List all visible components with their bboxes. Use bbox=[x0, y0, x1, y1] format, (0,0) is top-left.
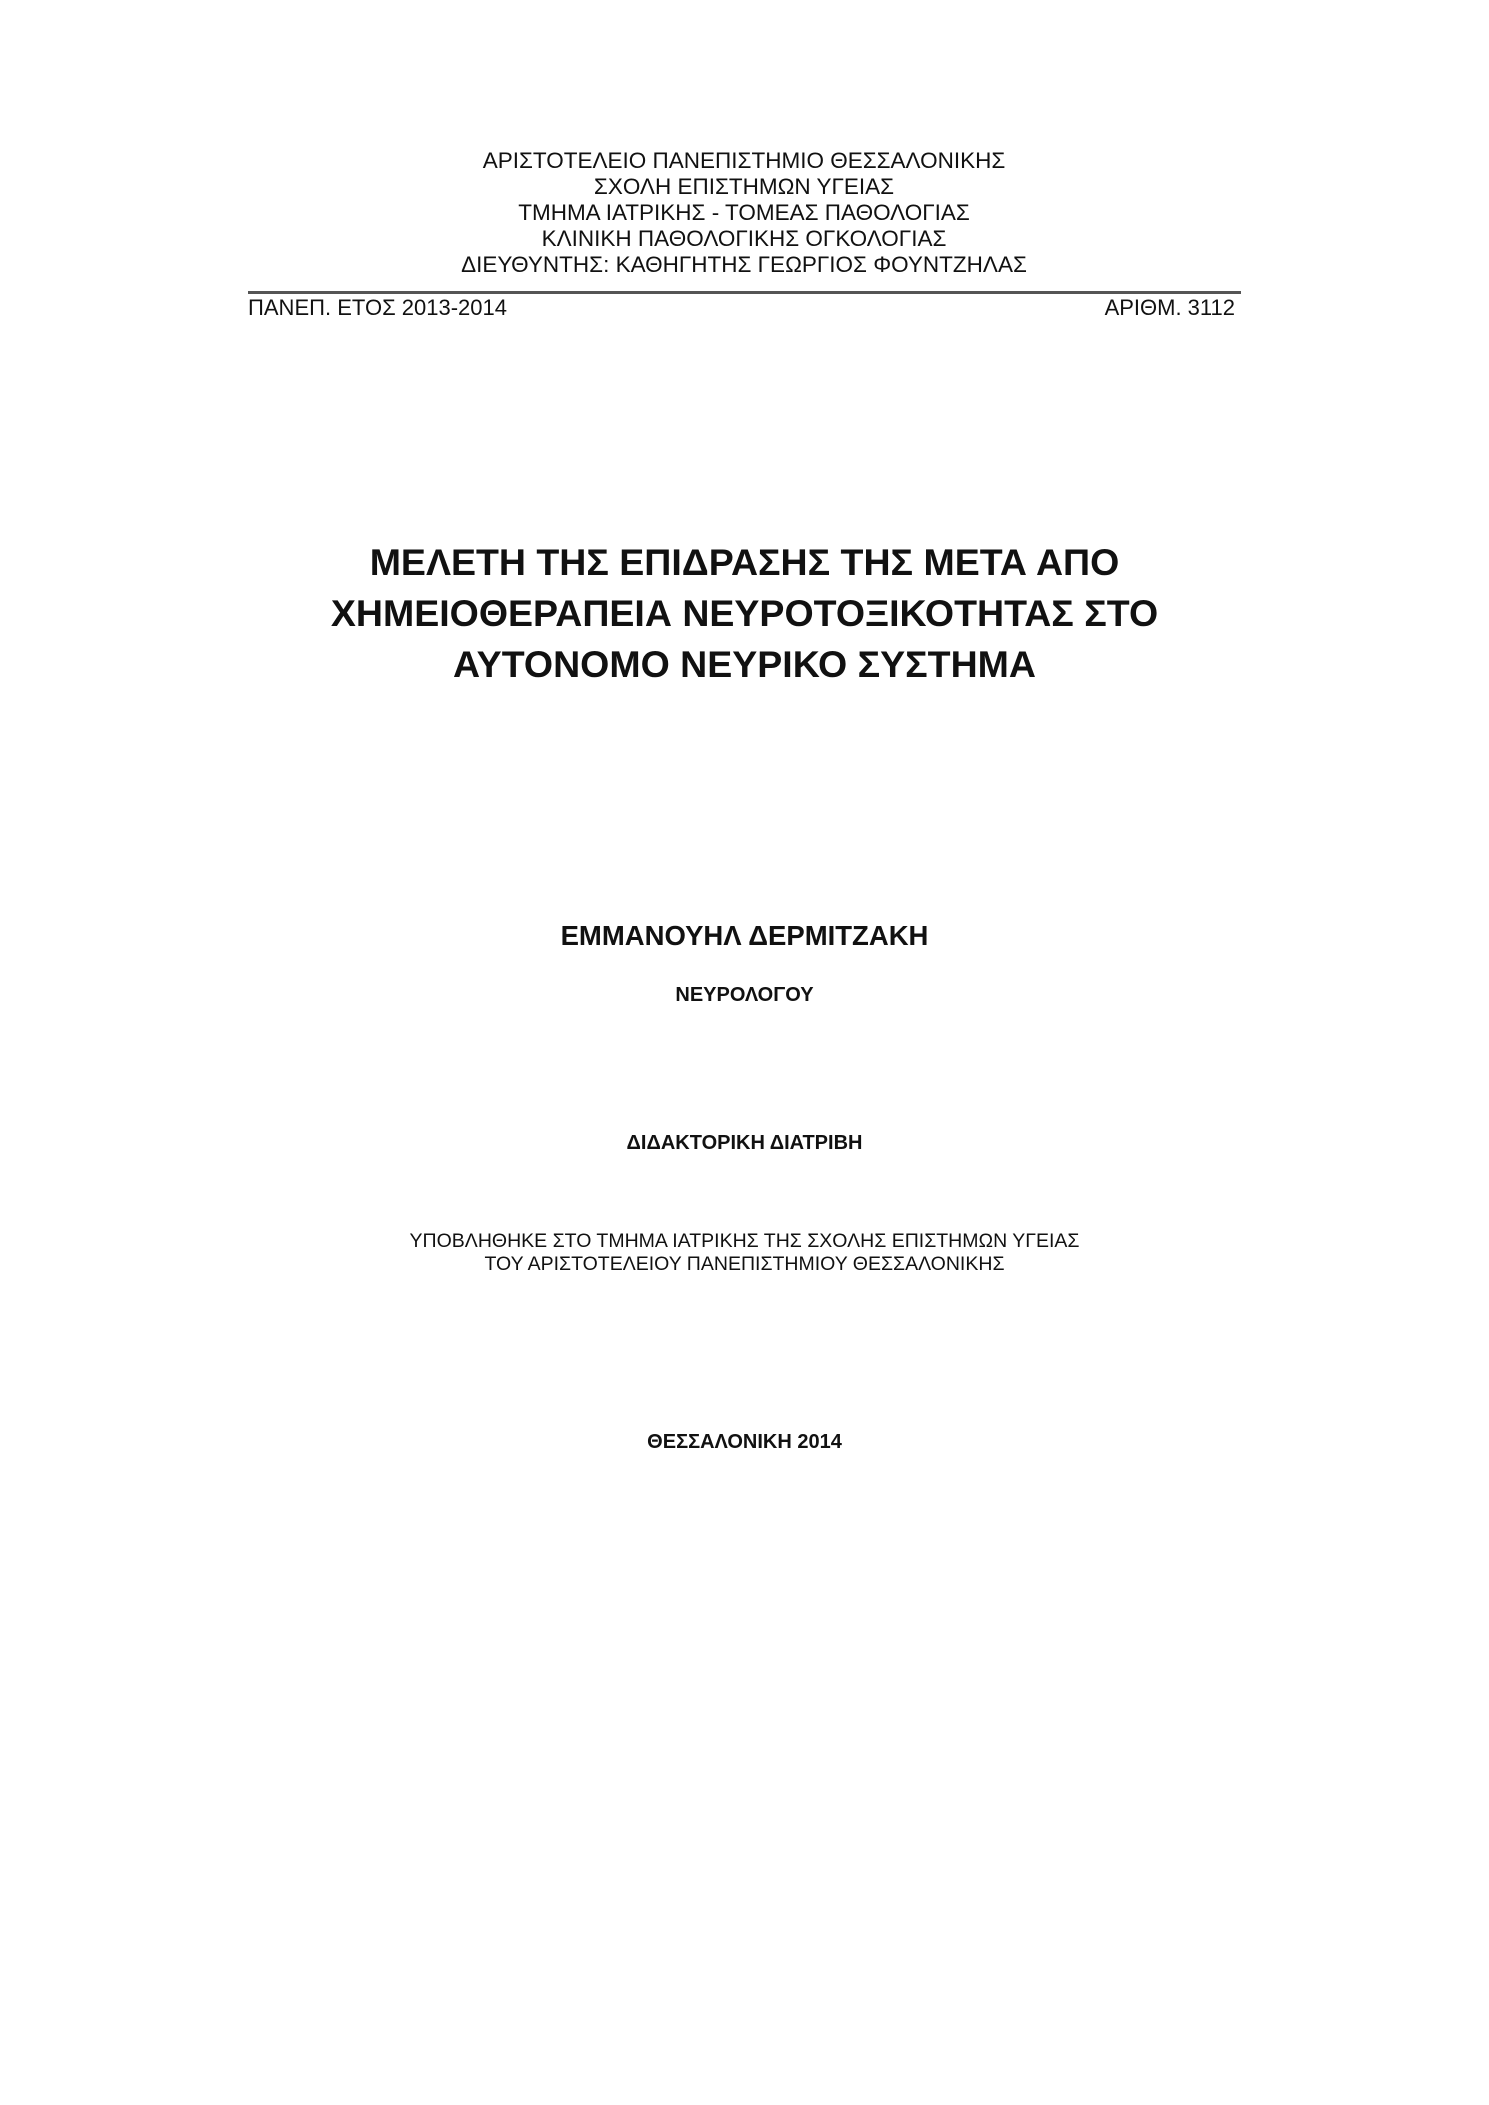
university-name: ΑΡΙΣΤΟΤΕΛΕΙΟ ΠΑΝΕΠΙΣΤΗΜΙΟ ΘΕΣΣΑΛΟΝΙΚΗΣ bbox=[482, 148, 1006, 173]
submission-line: ΤΟΥ ΑΡΙΣΤΟΤΕΛΕΙΟΥ ΠΑΝΕΠΙΣΤΗΜΙΟΥ ΘΕΣΣΑΛΟΝΙΚΗΣ bbox=[484, 1253, 1005, 1275]
thesis-title-line: ΧΗΜΕΙΟΘΕΡΑΠΕΙΑ ΝΕΥΡΟΤΟΞΙΚΟΤΗΤΑΣ ΣΤΟ bbox=[330, 592, 1159, 634]
institution-header bbox=[248, 148, 1240, 278]
thesis-title bbox=[200, 537, 1289, 690]
thesis-title-line: ΜΕΛΕΤΗ ΤΗΣ ΕΠΙΔΡΑΣΗΣ ΤΗΣ ΜΕΤΑ ΑΠΟ bbox=[369, 541, 1120, 583]
document-type: ΔΙΔΑΚΤΟΡΙΚΗ ΔΙΑΤΡΙΒΗ bbox=[626, 1132, 863, 1154]
author-name: ΕΜΜΑΝΟΥΗΛ ΔΕΡΜΙΤΖΑΚΗ bbox=[560, 920, 929, 951]
director-line: ΔΙΕΥΘΥΝΤΗΣ: ΚΑΘΗΓΗΤΗΣ ΓΕΩΡΓΙΟΣ ΦΟΥΝΤΖΗΛΑΣ bbox=[461, 252, 1027, 277]
academic-year: ΠΑΝΕΠ. ΕΤΟΣ 2013-2014 bbox=[248, 295, 507, 320]
school-name: ΣΧΟΛΗ ΕΠΙΣΤΗΜΩΝ ΥΓΕΙΑΣ bbox=[593, 174, 895, 199]
thesis-title-line: ΑΥΤΟΝΟΜΟ ΝΕΥΡΙΚΟ ΣΥΣΤΗΜΑ bbox=[453, 643, 1036, 685]
place-and-year: ΘΕΣΣΑΛΟΝΙΚΗ 2014 bbox=[647, 1431, 842, 1453]
clinic-name: ΚΛΙΝΙΚΗ ΠΑΘΟΛΟΓΙΚΗΣ ΟΓΚΟΛΟΓΙΑΣ bbox=[541, 226, 947, 251]
department-name: ΤΜΗΜΑ ΙΑΤΡΙΚΗΣ - ΤΟΜΕΑΣ ΠΑΘΟΛΟΓΙΑΣ bbox=[518, 200, 970, 225]
header-divider bbox=[248, 291, 1241, 294]
author-specialty: ΝΕΥΡΟΛΟΓΟΥ bbox=[675, 984, 814, 1006]
thesis-number: ΑΡΙΘΜ. 3112 bbox=[1104, 295, 1235, 320]
submission-line: ΥΠΟΒΛΗΘΗΚΕ ΣΤΟ ΤΜΗΜΑ ΙΑΤΡΙΚΗΣ ΤΗΣ ΣΧΟΛΗΣ ΕΠΙΣΤΗΜΩΝ ΥΓΕΙΑΣ bbox=[409, 1230, 1080, 1252]
submission-statement bbox=[0, 1230, 1489, 1276]
header-meta-row bbox=[248, 295, 1241, 323]
